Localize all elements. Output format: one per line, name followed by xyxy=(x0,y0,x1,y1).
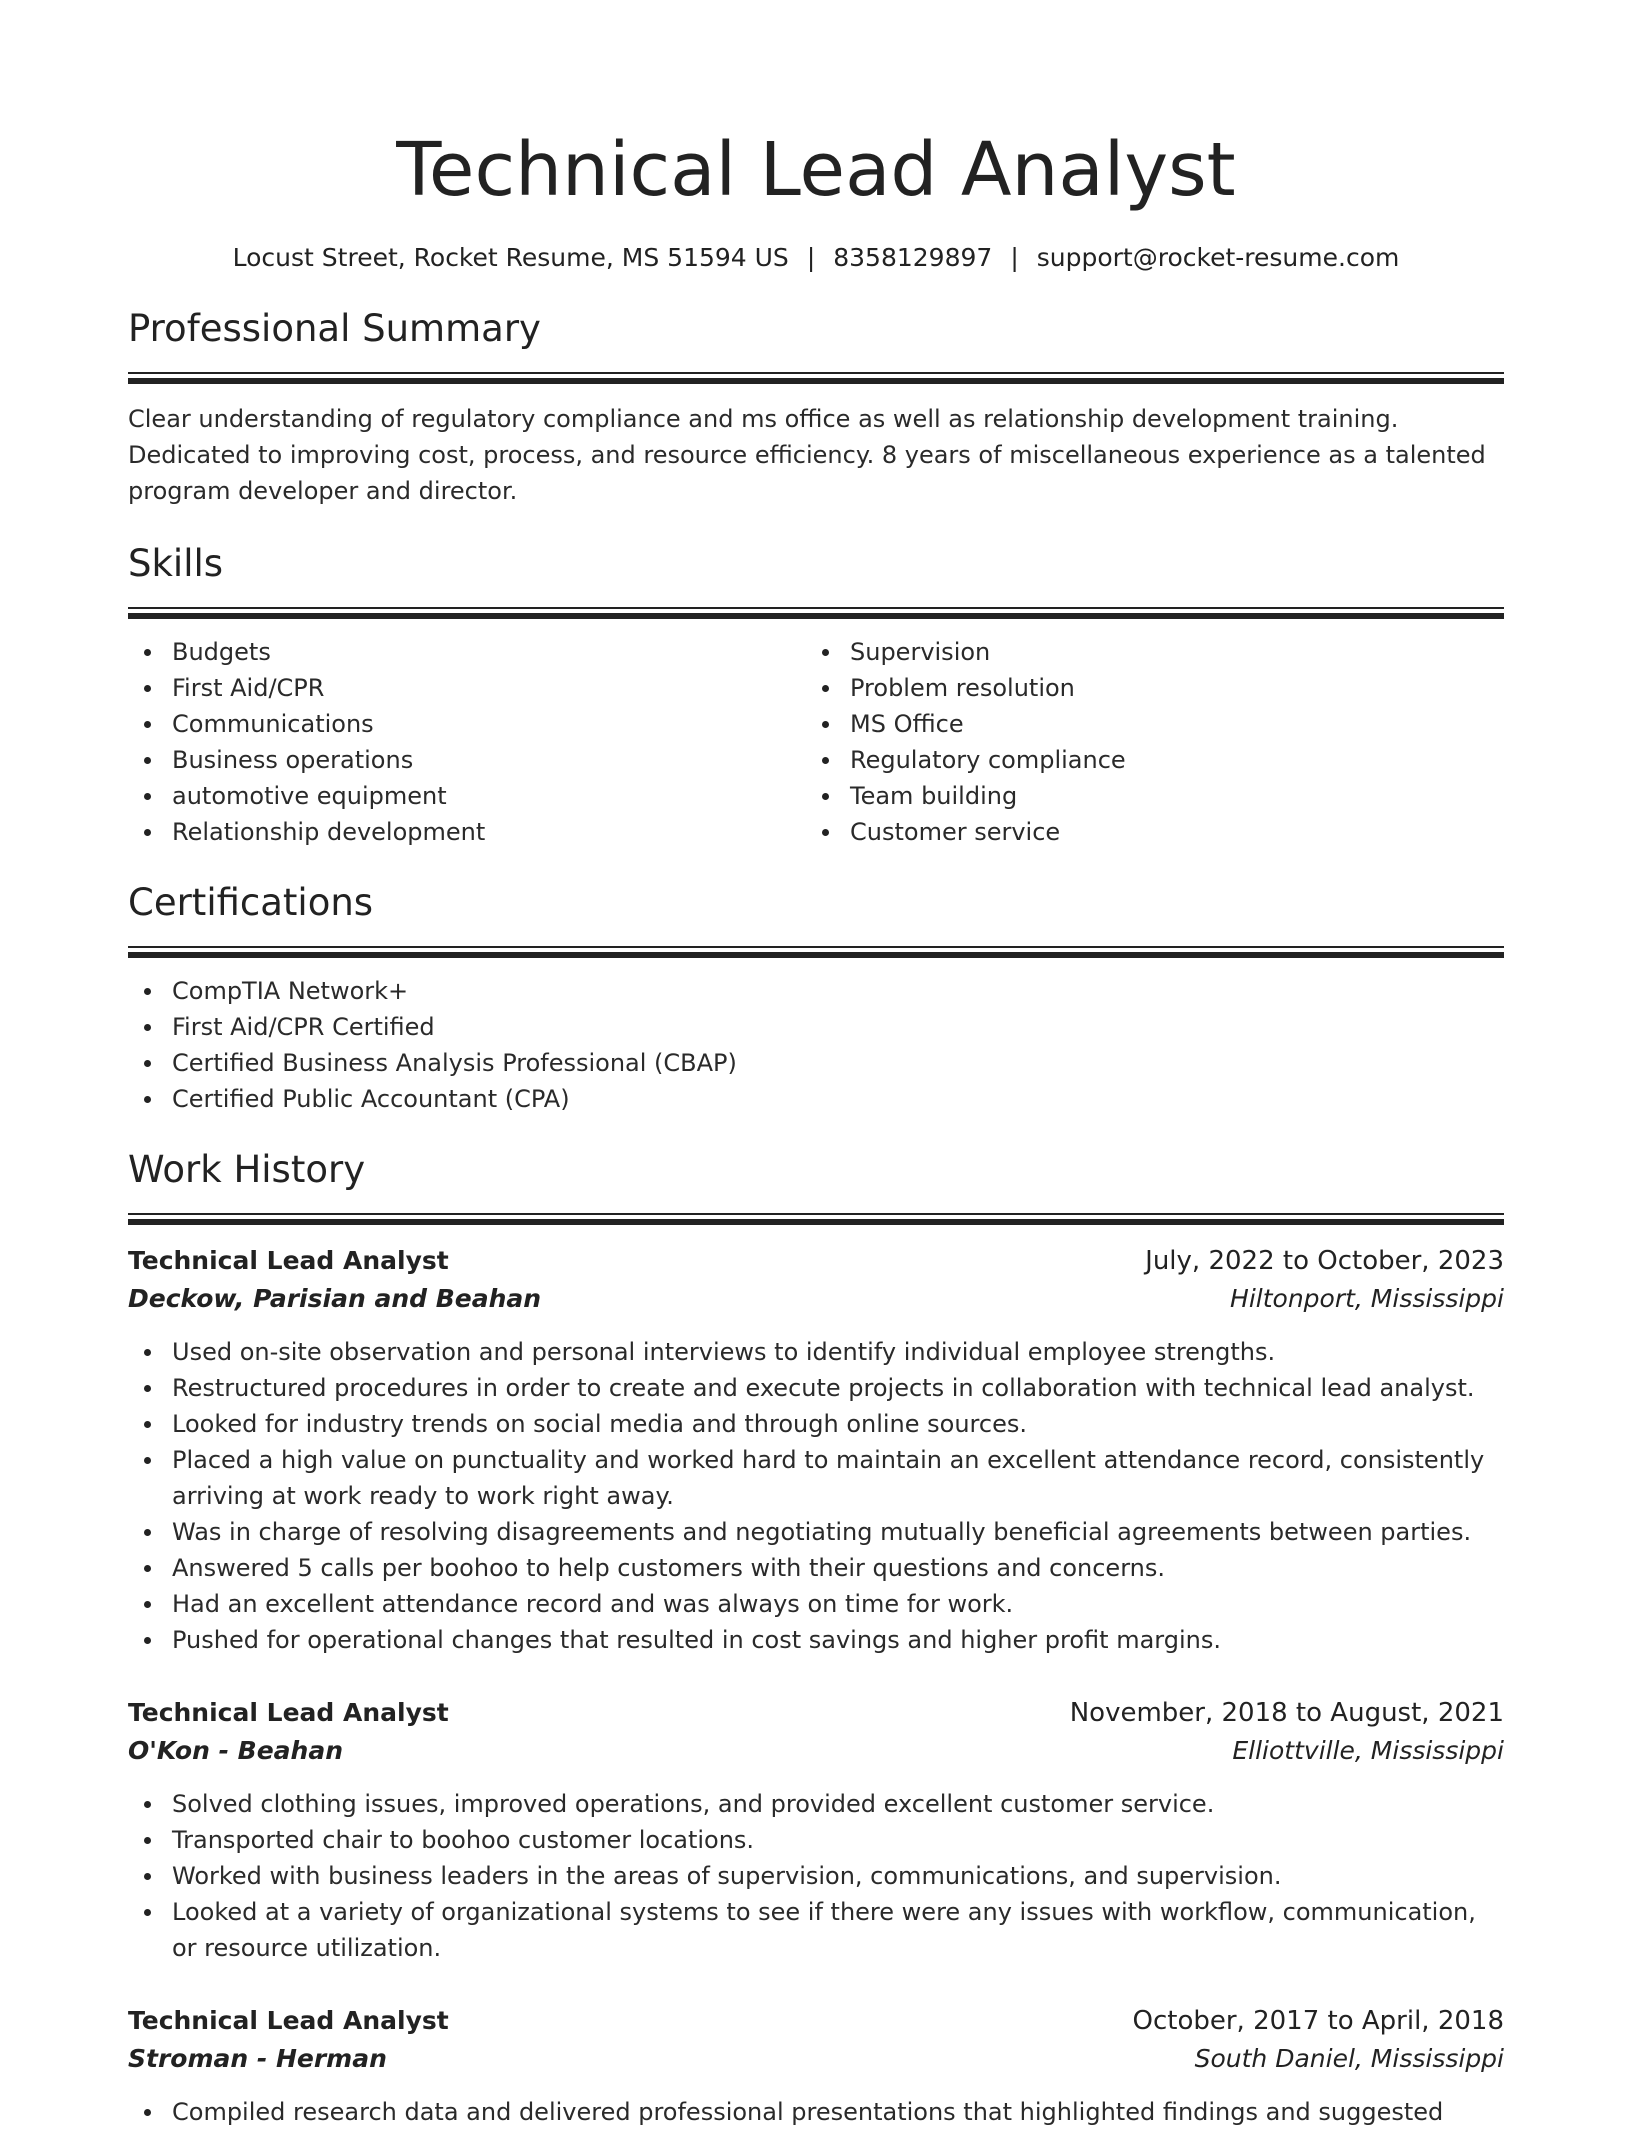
contact-phone: 8358129897 xyxy=(833,243,993,272)
job-title: Technical Lead Analyst xyxy=(128,2006,449,2035)
job-location: Elliottville, Mississippi xyxy=(1232,1736,1504,1765)
job-company: Stroman - Herman xyxy=(128,2044,387,2073)
section-divider xyxy=(128,1213,1504,1226)
contact-separator: | xyxy=(806,243,816,272)
skill-item: Budgets xyxy=(128,634,806,670)
job-bullets xyxy=(128,1334,1504,1658)
summary-section xyxy=(128,304,1504,509)
job-bullet: Placed a high value on punctuality and worked hard to maintain an excellent attendance record, consistently arriving at work ready to work right away. xyxy=(128,1442,1504,1514)
certifications-heading: Certifications xyxy=(128,881,374,924)
job-bullet: Looked for industry trends on social media and through online sources. xyxy=(128,1406,1504,1442)
job-bullet: Was in charge of resolving disagreements and negotiating mutually beneficial agreements between parties. xyxy=(128,1514,1504,1550)
job-bullet: Looked at a variety of organizational systems to see if there were any issues with workflow, communication, or resource utilization. xyxy=(128,1894,1504,1966)
job-bullet: Solved clothing issues, improved operations, and provided excellent customer service. xyxy=(128,1786,1504,1822)
skill-item: Communications xyxy=(128,706,806,742)
job-bullet: Restructured procedures in order to create and execute projects in collaboration with technical lead analyst. xyxy=(128,1370,1504,1406)
certification-item: Certified Business Analysis Professional (CBAP) xyxy=(128,1045,1504,1081)
job-bullet: Had an excellent attendance record and was always on time for work. xyxy=(128,1586,1504,1622)
skill-item: Supervision xyxy=(806,634,1484,670)
work-history-heading: Work History xyxy=(128,1148,366,1191)
skill-item: Problem resolution xyxy=(806,670,1484,706)
skill-item: Business operations xyxy=(128,742,806,778)
certifications-list xyxy=(128,973,1504,1117)
certification-item: Certified Public Accountant (CPA) xyxy=(128,1081,1504,1117)
job-bullet: Transported chair to boohoo customer locations. xyxy=(128,1822,1504,1858)
summary-heading: Professional Summary xyxy=(128,307,541,350)
job-bullet: Pushed for operational changes that resulted in cost savings and higher profit margins. xyxy=(128,1622,1504,1658)
contact-separator: | xyxy=(1010,243,1019,272)
summary-text: Clear understanding of regulatory compliance and ms office as well as relationship development training. Dedicated to improving cost, process, and resource efficiency. 8 years of miscellaneous experience as a talented program developer and director. xyxy=(128,405,1486,505)
skills-grid xyxy=(128,634,1504,850)
resume-page xyxy=(128,120,1504,2130)
contact-line xyxy=(128,240,1504,276)
contact-address: Locust Street, Rocket Resume, MS 51594 US xyxy=(232,243,789,272)
certifications-section xyxy=(128,878,1504,1117)
job-entry xyxy=(128,2002,1504,2130)
job-location: South Daniel, Mississippi xyxy=(1194,2044,1504,2073)
skill-item: Regulatory compliance xyxy=(806,742,1484,778)
job-bullets xyxy=(128,2094,1504,2130)
skill-item: Relationship development xyxy=(128,814,806,850)
skill-item: automotive equipment xyxy=(128,778,806,814)
job-title: Technical Lead Analyst xyxy=(128,1698,449,1727)
job-entry xyxy=(128,1242,1504,1658)
job-bullet: Answered 5 calls per boohoo to help customers with their questions and concerns. xyxy=(128,1550,1504,1586)
work-history-section xyxy=(128,1145,1504,2130)
section-divider xyxy=(128,372,1504,385)
job-dates: October, 2017 to April, 2018 xyxy=(1132,2006,1504,2036)
job-bullet: Worked with business leaders in the areas of supervision, communications, and supervision. xyxy=(128,1858,1504,1894)
job-dates: July, 2022 to October, 2023 xyxy=(1145,1246,1504,1276)
job-bullets xyxy=(128,1786,1504,1966)
contact-email: support@rocket-resume.com xyxy=(1036,243,1400,272)
job-location: Hiltonport, Mississippi xyxy=(1230,1284,1504,1313)
job-entry xyxy=(128,1694,1504,1966)
resume-name: Technical Lead Analyst xyxy=(396,127,1236,213)
section-divider xyxy=(128,607,1504,620)
job-company: Deckow, Parisian and Beahan xyxy=(128,1284,542,1313)
skills-section xyxy=(128,539,1504,850)
skill-item: Customer service xyxy=(806,814,1484,850)
skill-item: First Aid/CPR xyxy=(128,670,806,706)
job-dates: November, 2018 to August, 2021 xyxy=(1069,1698,1504,1728)
skills-list-right xyxy=(806,634,1484,850)
skill-item: MS Office xyxy=(806,706,1484,742)
certification-item: First Aid/CPR Certified xyxy=(128,1009,1504,1045)
job-bullet: Compiled research data and delivered professional presentations that highlighted findings and suggested xyxy=(128,2094,1504,2130)
job-title: Technical Lead Analyst xyxy=(128,1246,449,1275)
job-bullet: Used on-site observation and personal interviews to identify individual employee strengths. xyxy=(128,1334,1504,1370)
skills-list-left xyxy=(128,634,806,850)
job-company: O'Kon - Beahan xyxy=(128,1736,344,1765)
skills-heading: Skills xyxy=(128,542,224,585)
section-divider xyxy=(128,946,1504,959)
skill-item: Team building xyxy=(806,778,1484,814)
certification-item: CompTIA Network+ xyxy=(128,973,1504,1009)
